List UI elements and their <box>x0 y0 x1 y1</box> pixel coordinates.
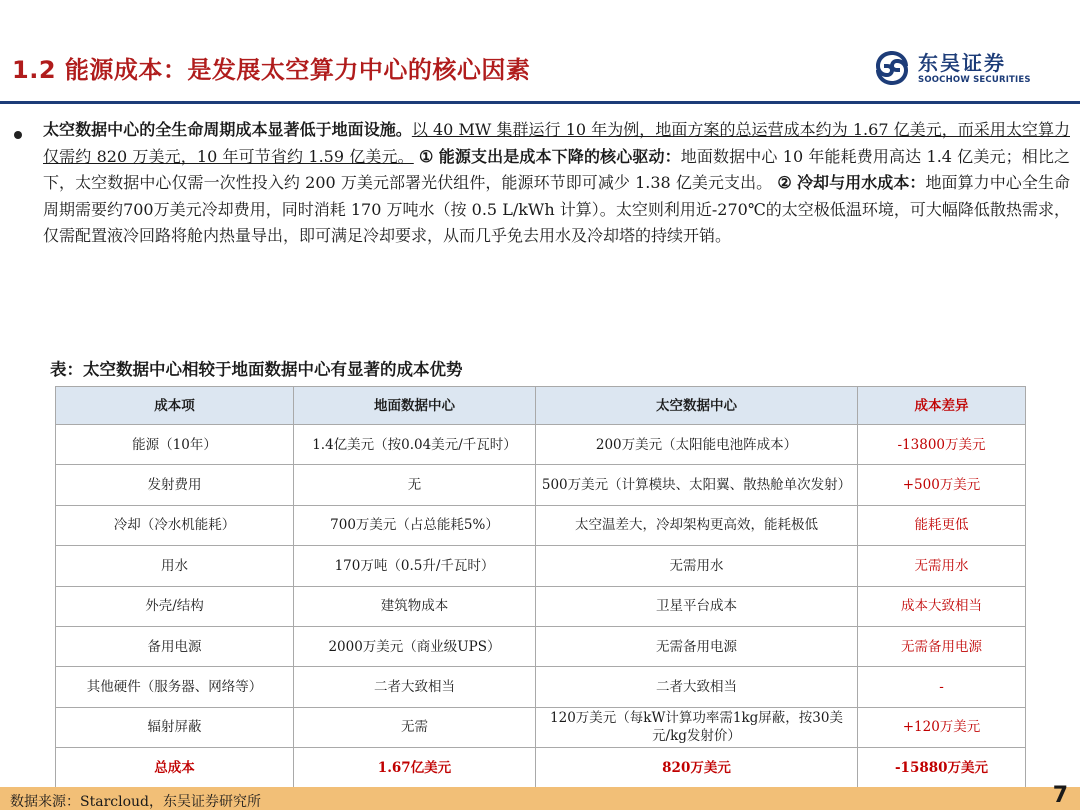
cell-space: 无需用水 <box>536 546 858 586</box>
cost-comparison-table <box>55 386 1026 789</box>
cell-space: 120万美元（每kW计算功率需1kg屏蔽，按30美元/kg发射价） <box>536 707 858 747</box>
cell-item: 冷却（冷水机能耗） <box>56 505 294 545</box>
cell-diff: +120万美元 <box>858 707 1026 747</box>
brand-logo <box>872 46 1072 90</box>
header-ground-dc: 地面数据中心 <box>294 387 536 425</box>
cell-item: 其他硬件（服务器、网络等） <box>56 667 294 707</box>
cell-space: 无需备用电源 <box>536 626 858 666</box>
header-divider <box>0 101 1080 104</box>
cell-ground: 170万吨（0.5升/千瓦时） <box>294 546 536 586</box>
cell-diff: -13800万美元 <box>858 425 1026 465</box>
cell-space: 二者大致相当 <box>536 667 858 707</box>
bullet-icon <box>14 131 22 139</box>
cell-ground: 1.4亿美元（按0.04美元/千瓦时） <box>294 425 536 465</box>
total-ground: 1.67亿美元 <box>294 748 536 788</box>
cell-space: 200万美元（太阳能电池阵成本） <box>536 425 858 465</box>
cell-item: 用水 <box>56 546 294 586</box>
p3-marker: ② <box>777 173 792 193</box>
header-space-dc: 太空数据中心 <box>536 387 858 425</box>
header-cost-diff: 成本差异 <box>858 387 1026 425</box>
table-total-row <box>56 748 1026 788</box>
cell-ground: 2000万美元（商业级UPS） <box>294 626 536 666</box>
cell-item: 辐射屏蔽 <box>56 707 294 747</box>
total-label: 总成本 <box>56 748 294 788</box>
cell-diff: - <box>858 667 1026 707</box>
p3-text: 地面算力中心全生命周期需要约700万美元冷却费用，同时消耗 170 万吨水（按 0.5 L/kWh 计算）。太空则利用近-270℃的太空极低温环境，可大幅降低散热需求，仅需配置液冷回路将舱内热量导出，即可满足冷却要求，从而几乎免去用水及冷却塔的持续开销。 <box>43 173 1070 246</box>
cell-space: 卫星平台成本 <box>536 586 858 626</box>
table-row <box>56 505 1026 545</box>
cell-item: 备用电源 <box>56 626 294 666</box>
cell-ground: 建筑物成本 <box>294 586 536 626</box>
cell-ground: 无 <box>294 465 536 505</box>
cell-diff: 无需备用电源 <box>858 626 1026 666</box>
header-cost-item: 成本项 <box>56 387 294 425</box>
p1-bold: 太空数据中心的全生命周期成本显著低于地面设施。 <box>43 120 412 139</box>
table-caption: 表：太空数据中心相较于地面数据中心有显著的成本优势 <box>50 360 463 379</box>
table-row <box>56 626 1026 666</box>
total-space: 820万美元 <box>536 748 858 788</box>
p2-text: 地面数据中心 10 年能耗费用高达 1.4 亿美元；相比之下，太空数据中心仅需一次性投入约 200 万美元部署光伏组件，能源环节即可减少 1.38 亿美元支出。 <box>43 146 1070 193</box>
cell-diff: 能耗更低 <box>858 505 1026 545</box>
page-number: 7 <box>1052 783 1068 808</box>
cell-item: 发射费用 <box>56 465 294 505</box>
cell-diff: 无需用水 <box>858 546 1026 586</box>
total-diff: -15880万美元 <box>858 748 1026 788</box>
soochow-logo-icon <box>872 48 912 88</box>
table-row <box>56 707 1026 747</box>
cell-space: 太空温差大，冷却架构更高效，能耗极低 <box>536 505 858 545</box>
cell-diff: +500万美元 <box>858 465 1026 505</box>
body-paragraph <box>43 117 1070 250</box>
p1-underlined: 以 40 MW 集群运行 10 年为例，地面方案的总运营成本约为 1.67 亿美元，而采用太空算力仅需约 820 万美元，10 年可节省约 1.59 亿美元。 <box>43 120 1070 166</box>
cell-item: 外壳/结构 <box>56 586 294 626</box>
p3-bold: 冷却与用水成本： <box>796 173 926 193</box>
table-row <box>56 586 1026 626</box>
table-row <box>56 546 1026 586</box>
logo-chinese-name: 东吴证券 <box>918 50 1006 75</box>
page-title: 1.2 能源成本：是发展太空算力中心的核心因素 <box>12 56 531 84</box>
table-row <box>56 667 1026 707</box>
data-source: 数据来源：Starcloud，东吴证券研究所 <box>10 794 261 810</box>
table-header-row <box>56 387 1026 425</box>
logo-english-name: SOOCHOW SECURITIES <box>918 74 1031 85</box>
cell-space: 500万美元（计算模块、太阳翼、散热舱单次发射） <box>536 465 858 505</box>
cell-item: 能源（10年） <box>56 425 294 465</box>
cell-ground: 无需 <box>294 707 536 747</box>
table-row <box>56 425 1026 465</box>
cell-ground: 二者大致相当 <box>294 667 536 707</box>
p2-bold: 能源支出是成本下降的核心驱动： <box>438 146 681 166</box>
cell-diff: 成本大致相当 <box>858 586 1026 626</box>
table-row <box>56 465 1026 505</box>
cell-ground: 700万美元（占总能耗5%） <box>294 505 536 545</box>
p2-marker: ① <box>419 146 434 166</box>
